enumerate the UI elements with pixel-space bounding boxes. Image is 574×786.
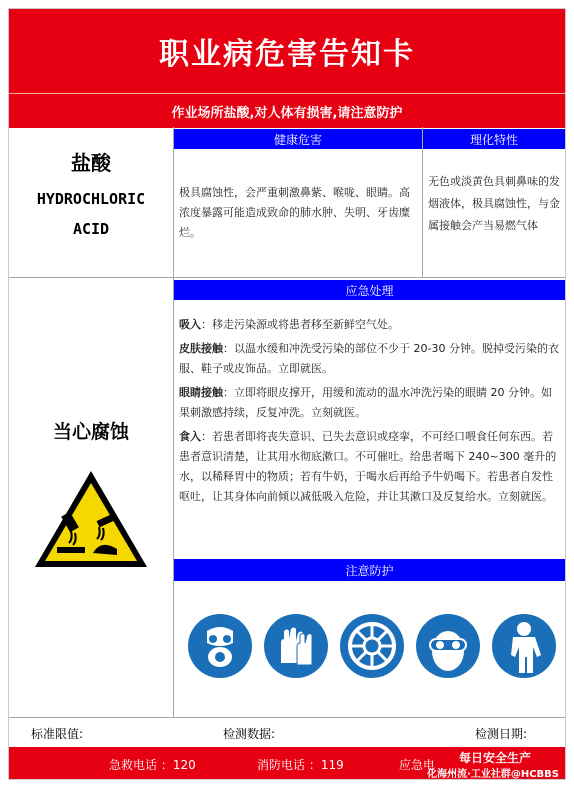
emergency-item-inhale bbox=[179, 315, 561, 335]
fire-phone: 消防电话 ：119 bbox=[257, 758, 344, 772]
chemical-name-en-2: ACID bbox=[72, 220, 110, 238]
gloves-icon bbox=[263, 613, 329, 679]
respirator-icon bbox=[187, 613, 253, 679]
divider bbox=[422, 127, 423, 277]
emergency-label: 食入 bbox=[179, 430, 201, 443]
watermark-text: 化海州流·工业社群@HCBBS bbox=[427, 769, 559, 780]
chemical-name bbox=[9, 147, 173, 244]
footer-row bbox=[9, 717, 565, 747]
corrosion-warning-icon bbox=[31, 467, 151, 571]
goggles-icon bbox=[415, 613, 481, 679]
properties-text: 无色或淡黄色具刺鼻味的发烟液体，极具腐蚀性，与金属接触会产当易燃气体 bbox=[428, 175, 560, 232]
protection-header: 注意防护 bbox=[174, 559, 565, 581]
warning-label: 当心腐蚀 bbox=[52, 421, 129, 443]
brand-name: 每日安全生产 bbox=[459, 751, 532, 765]
emergency-label: 眼睛接触 bbox=[179, 386, 223, 399]
divider bbox=[173, 127, 174, 717]
emergency-list bbox=[179, 315, 561, 507]
standard-limit-label: 标准限值: bbox=[31, 727, 84, 741]
test-data-label: 检测数据: bbox=[223, 727, 276, 741]
emergency-text: ：立即将眼皮撑开，用缓和流动的温水冲洗污染的眼睛 20 分钟。如果刺激感持续，反复冲洗。立刻就医。 bbox=[179, 386, 552, 419]
emergency-item-skin bbox=[179, 339, 561, 379]
emergency-header: 应急处理 bbox=[174, 280, 565, 300]
health-hazard-header: 健康危害 bbox=[174, 129, 422, 149]
extra-phone: 应急电 bbox=[399, 758, 436, 772]
emergency-text: ：以温水缓和冲洗受污染的部位不少于 20-30 分钟。脱掉受污染的衣服、鞋子或皮饰品。立即就医。 bbox=[179, 342, 559, 375]
emergency-label: 皮肤接触 bbox=[179, 342, 223, 355]
properties-header: 理化特性 bbox=[423, 129, 565, 149]
card-subtitle: 作业场所盐酸,对人体有损害,请注意防护 bbox=[9, 93, 565, 128]
chemical-name-en-1: HYDROCHLORIC bbox=[36, 190, 146, 208]
face-shield-icon bbox=[339, 613, 405, 679]
divider bbox=[9, 277, 565, 278]
emergency-item-ingest bbox=[179, 427, 561, 507]
chemical-name-cn: 盐酸 bbox=[71, 151, 111, 175]
emergency-text: ：移走污染源或将患者移至新鲜空气处。 bbox=[201, 318, 399, 331]
protection-icons bbox=[181, 613, 561, 687]
emergency-phone: 急救电话 ：120 bbox=[109, 758, 196, 772]
emergency-label: 吸入 bbox=[179, 318, 201, 331]
contact-bar bbox=[9, 747, 565, 779]
hazard-card bbox=[8, 8, 566, 780]
protective-suit-icon bbox=[491, 613, 557, 679]
emergency-item-eye bbox=[179, 383, 561, 423]
health-hazard-text: 极具腐蚀性，会严重刺激鼻紫、喉咙、眼睛。高浓度暴露可能造成致命的肺水肿、失明、牙齿糜烂。 bbox=[179, 186, 410, 239]
emergency-text: ：若患者即将丧失意识、已失去意识或痉挛，不可经口喂食任何东西。若患者意识清楚，让其用水彻底漱口。不可催吐。给患者喝下 240~300 毫升的水，以稀释胃中的物质；若有牛奶，于喝水后再给予牛奶喝下。若患者自发性呕吐，让其身体向前倾以减低吸入危险，并让其漱口及反复给水。立刻就医。 bbox=[179, 430, 557, 503]
test-date-label: 检测日期: bbox=[475, 727, 528, 741]
card-title: 职业病危害告知卡 bbox=[9, 9, 565, 93]
